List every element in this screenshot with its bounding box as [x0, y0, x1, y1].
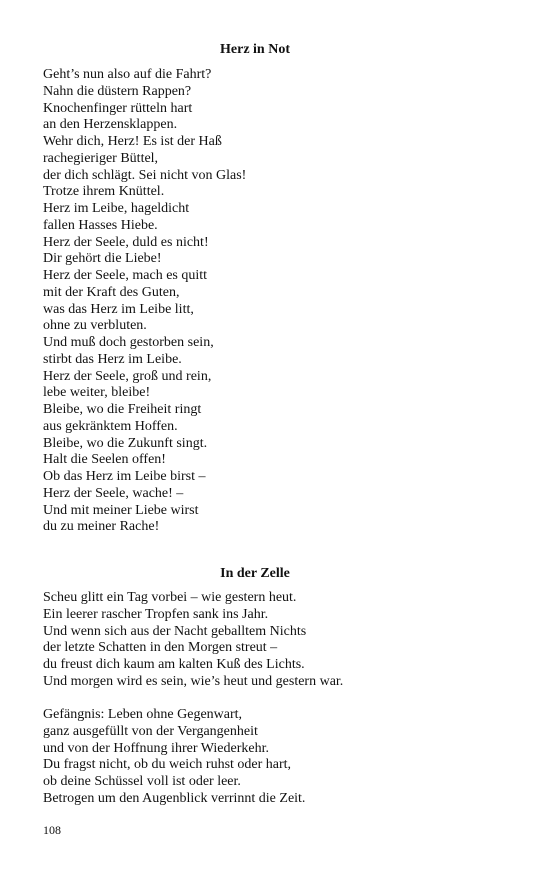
poem-line: lebe weiter, bleibe!	[43, 385, 151, 401]
poem-line: an den Herzensklappen.	[43, 117, 178, 133]
poem-line: Und wenn sich aus der Nacht geballtem Nichts	[43, 623, 307, 639]
poem-line: Wehr dich, Herz! Es ist der Haß	[43, 134, 222, 149]
poem-line: was das Herz im Leibe litt,	[43, 301, 194, 317]
poem-line: Ein leerer rascher Tropfen sank ins Jahr.	[43, 606, 269, 622]
poem-line: ohne zu verbluten.	[43, 318, 147, 334]
poem-title: In der Zelle	[220, 566, 290, 581]
poem-line: Scheu glitt ein Tag vorbei – wie gestern heut.	[43, 590, 297, 605]
poem-line: der letzte Schatten in den Morgen streut –	[43, 640, 278, 656]
poem-line: ganz ausgefüllt von der Vergangenheit	[43, 723, 258, 739]
poem-stanza	[43, 707, 503, 808]
poem-line: Nahn die düstern Rappen?	[43, 83, 192, 99]
poem-line: und von der Hoffnung ihrer Wiederkehr.	[43, 740, 269, 756]
poem-line: ob deine Schüssel voll ist oder leer.	[43, 774, 241, 789]
poem-line: der dich schlägt. Sei nicht von Glas!	[43, 167, 247, 183]
poem-line: Halt die Seelen offen!	[43, 452, 166, 468]
poem-line: Gefängnis: Leben ohne Gegenwart,	[43, 707, 243, 722]
poem-line: Und mit meiner Liebe wirst	[43, 502, 199, 518]
poem-line: Ob das Herz im Leibe birst –	[43, 469, 206, 484]
poem-line: Herz der Seele, mach es quitt	[43, 268, 208, 283]
poem-line: stirbt das Herz im Leibe.	[43, 351, 182, 367]
poem-line: fallen Hasses Hiebe.	[43, 217, 158, 233]
poem-line: Betrogen um den Augenblick verrinnt die Zeit.	[43, 790, 306, 806]
poem-line: du freust dich kaum am kalten Kuß des Lichts.	[43, 657, 305, 672]
poem-line: Bleibe, wo die Zukunft singt.	[43, 435, 208, 451]
poem-line: aus gekränktem Hoffen.	[43, 418, 178, 434]
poem-title: Herz in Not	[220, 42, 290, 57]
poem-line: Herz der Seele, duld es nicht!	[43, 234, 209, 250]
poem-line: rachegieriger Büttel,	[43, 150, 159, 166]
page-number: 108	[43, 823, 61, 837]
poem-stanza	[43, 590, 503, 691]
poem-stanza	[43, 67, 503, 536]
poem-line: Und morgen wird es sein, wie’s heut und gestern war.	[43, 673, 344, 689]
poem-line: Bleibe, wo die Freiheit ringt	[43, 402, 202, 417]
poem-line: Herz der Seele, wache! –	[43, 485, 184, 501]
poem-line: Du fragst nicht, ob du weich ruhst oder hart,	[43, 757, 292, 773]
poem-line: du zu meiner Rache!	[43, 519, 160, 535]
poem-line: Herz im Leibe, hageldicht	[43, 201, 190, 216]
poem-line: Dir gehört die Liebe!	[43, 251, 162, 267]
poem-line: Trotze ihrem Knüttel.	[43, 184, 165, 200]
poem-line: Geht’s nun also auf die Fahrt?	[43, 67, 212, 82]
poem-line: Und muß doch gestorben sein,	[43, 335, 214, 350]
poem-line: mit der Kraft des Guten,	[43, 284, 180, 300]
poem-line: Knochenfinger rütteln hart	[43, 100, 193, 116]
poem-line: Herz der Seele, groß und rein,	[43, 368, 212, 384]
